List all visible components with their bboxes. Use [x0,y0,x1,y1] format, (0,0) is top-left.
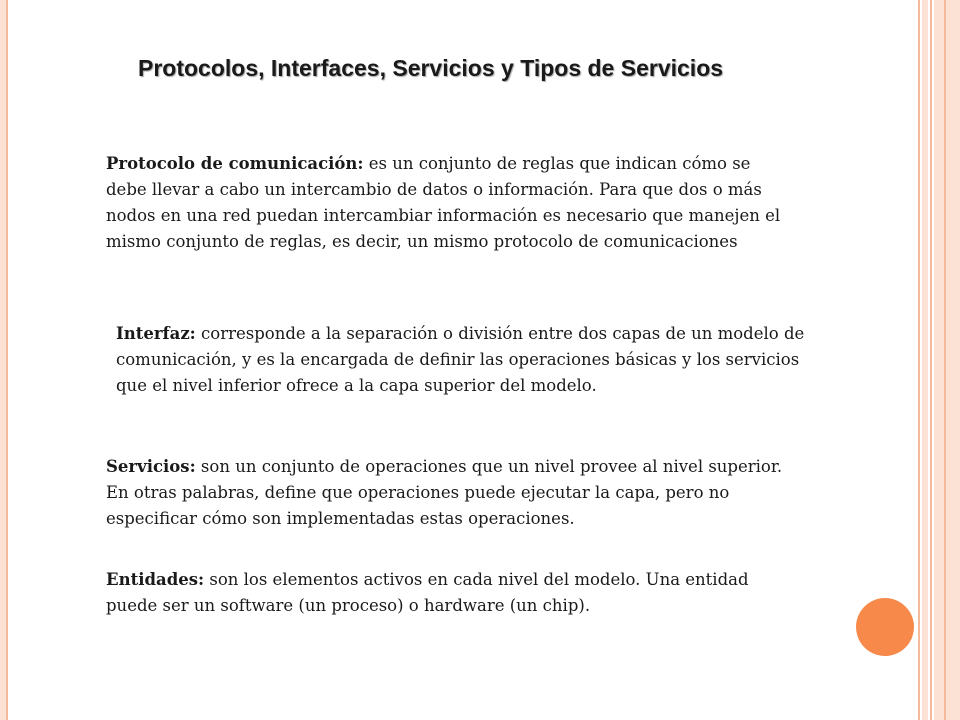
term-entidades: Entidades: [106,570,205,589]
slide-title: Protocolos, Interfaces, Servicios y Tipos de Servicios [138,55,724,81]
frame-line-right-a [918,0,920,720]
paragraph-entidades [106,567,796,619]
paragraph-interfaz [116,321,812,399]
definition-protocolo: es un conjunto de reglas que indican cómo se debe llevar a cabo un intercambio de datos o información. Para que dos o más nodos en una red puedan intercambiar información es necesario que manejen el mismo conjunto de reglas, es decir, un mismo protocolo de comunicaciones [106,154,781,251]
paragraph-servicios [106,454,796,532]
decorative-orange-circle [856,598,914,656]
definition-interfaz: corresponde a la separación o división entre dos capas de un modelo de comunicación, y es la encargada de definir las operaciones básicas y los servicios que el nivel inferior ofrece a la capa superior del modelo. [116,324,805,395]
frame-line-right-c [930,0,932,720]
term-protocolo: Protocolo de comunicación: [106,154,364,173]
frame-line-left-inner [6,0,8,720]
definition-entidades: son los elementos activos en cada nivel del modelo. Una entidad puede ser un software (un proceso) o hardware (un chip). [106,570,749,615]
term-interfaz: Interfaz: [116,324,196,343]
frame-line-right-b [922,0,928,720]
frame-line-right-d [934,0,960,720]
term-servicios: Servicios: [106,457,196,476]
definition-servicios: son un conjunto de operaciones que un nivel provee al nivel superior. En otras palabras, define que operaciones puede ejecutar la capa, pero no especificar cómo son implementadas estas operaciones. [106,457,783,528]
paragraph-protocolo [106,151,796,255]
frame-line-right-e [944,0,946,720]
